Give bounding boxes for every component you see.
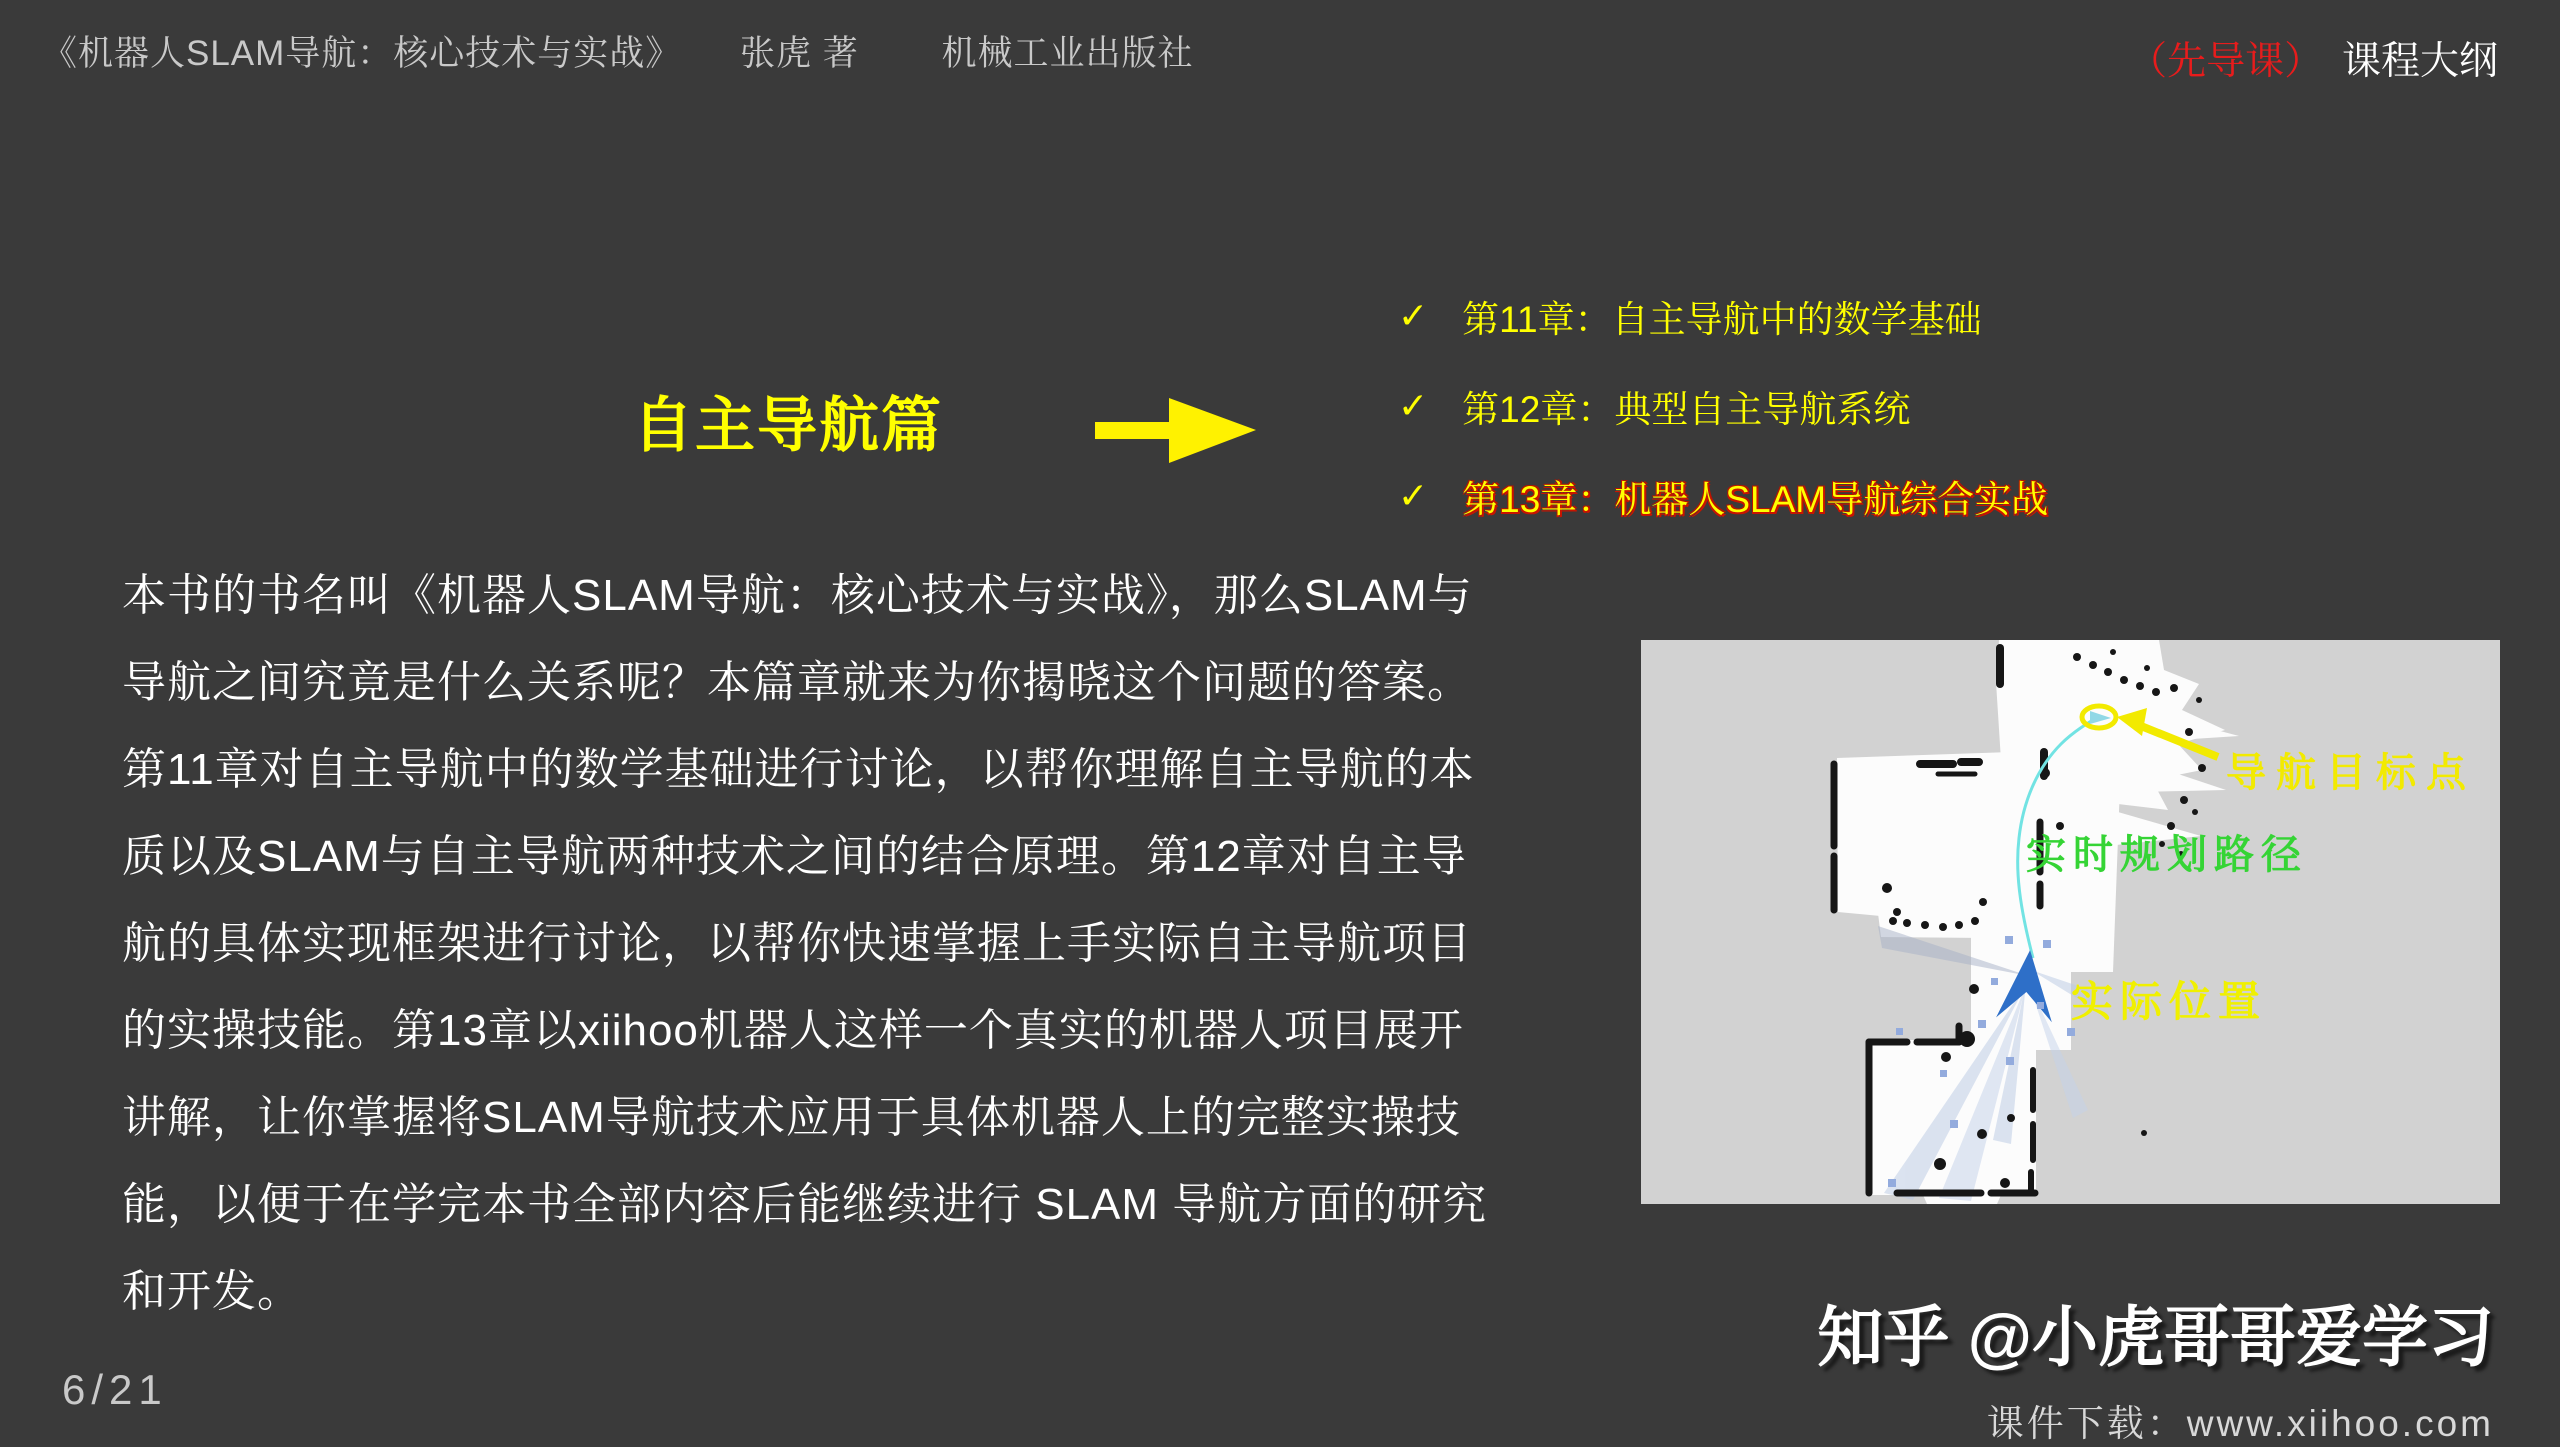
check-icon: ✓ <box>1398 385 1429 426</box>
chapter-item-12 <box>1398 384 2048 428</box>
credit-block <box>1817 1284 2494 1447</box>
check-icon: ✓ <box>1398 295 1429 336</box>
chapter-label: 第13章：机器人SLAM导航综合实战 <box>1462 479 2049 520</box>
paragraph-line: 的实操技能。第13章以xiihoo机器人这样一个真实的机器人项目展开 <box>122 1006 1464 1055</box>
course-header <box>2128 30 2498 86</box>
map-position-label: 实际位置 <box>2071 978 2268 1025</box>
check-icon: ✓ <box>1398 475 1429 516</box>
chapter-list <box>1398 294 2048 564</box>
paragraph-line: 讲解，让你掌握将SLAM导航技术应用于具体机器人上的完整实操技 <box>122 1093 1461 1142</box>
download-info: 课件下载：www.xiihoo.com <box>1986 1403 2494 1444</box>
map-goal-label: 导航目标点 <box>2226 751 2476 795</box>
paragraph-line: 能，以便于在学完本书全部内容后能继续进行 SLAM 导航方面的研究 <box>122 1180 1488 1229</box>
paragraph-line: 和开发。 <box>122 1267 302 1316</box>
slam-map-figure <box>1641 640 2500 1204</box>
course-title: 课程大纲 <box>2341 40 2498 83</box>
book-author: 张虎 著 <box>740 34 859 73</box>
book-title: 《机器人SLAM导航：核心技术与实战》 <box>42 34 682 73</box>
paragraph-line: 航的具体实现框架进行讨论，以帮你快速掌握上手实际自主导航项目 <box>122 919 1472 968</box>
intro-paragraph <box>122 552 1612 1335</box>
chapter-item-11 <box>1398 294 2048 338</box>
page-number: 6/21 <box>62 1366 168 1413</box>
section-title: 自主导航篇 <box>633 392 943 459</box>
paragraph-line: 导航之间究竟是什么关系呢？本篇章就来为你揭晓这个问题的答案。 <box>122 658 1472 707</box>
map-path-label: 实时规划路径 <box>2026 833 2308 877</box>
paragraph-line: 质以及SLAM与自主导航两种技术之间的结合原理。第12章对自主导 <box>122 832 1467 881</box>
zhihu-credit: 知乎 @小虎哥哥爱学习 <box>1817 1300 2494 1374</box>
chapter-label: 第12章：典型自主导航系统 <box>1462 389 1911 430</box>
book-publisher: 机械工业出版社 <box>941 34 1194 73</box>
course-tag: （先导课） <box>2128 40 2324 83</box>
chapter-item-13 <box>1398 474 2048 518</box>
paragraph-line: 本书的书名叫《机器人SLAM导航：核心技术与实战》，那么SLAM与 <box>122 571 1473 620</box>
header-book-info <box>42 26 1194 76</box>
chapter-label: 第11章：自主导航中的数学基础 <box>1462 299 1982 340</box>
paragraph-line: 第11章对自主导航中的数学基础进行讨论，以帮你理解自主导航的本 <box>122 745 1475 794</box>
right-arrow-icon <box>1095 398 1256 463</box>
